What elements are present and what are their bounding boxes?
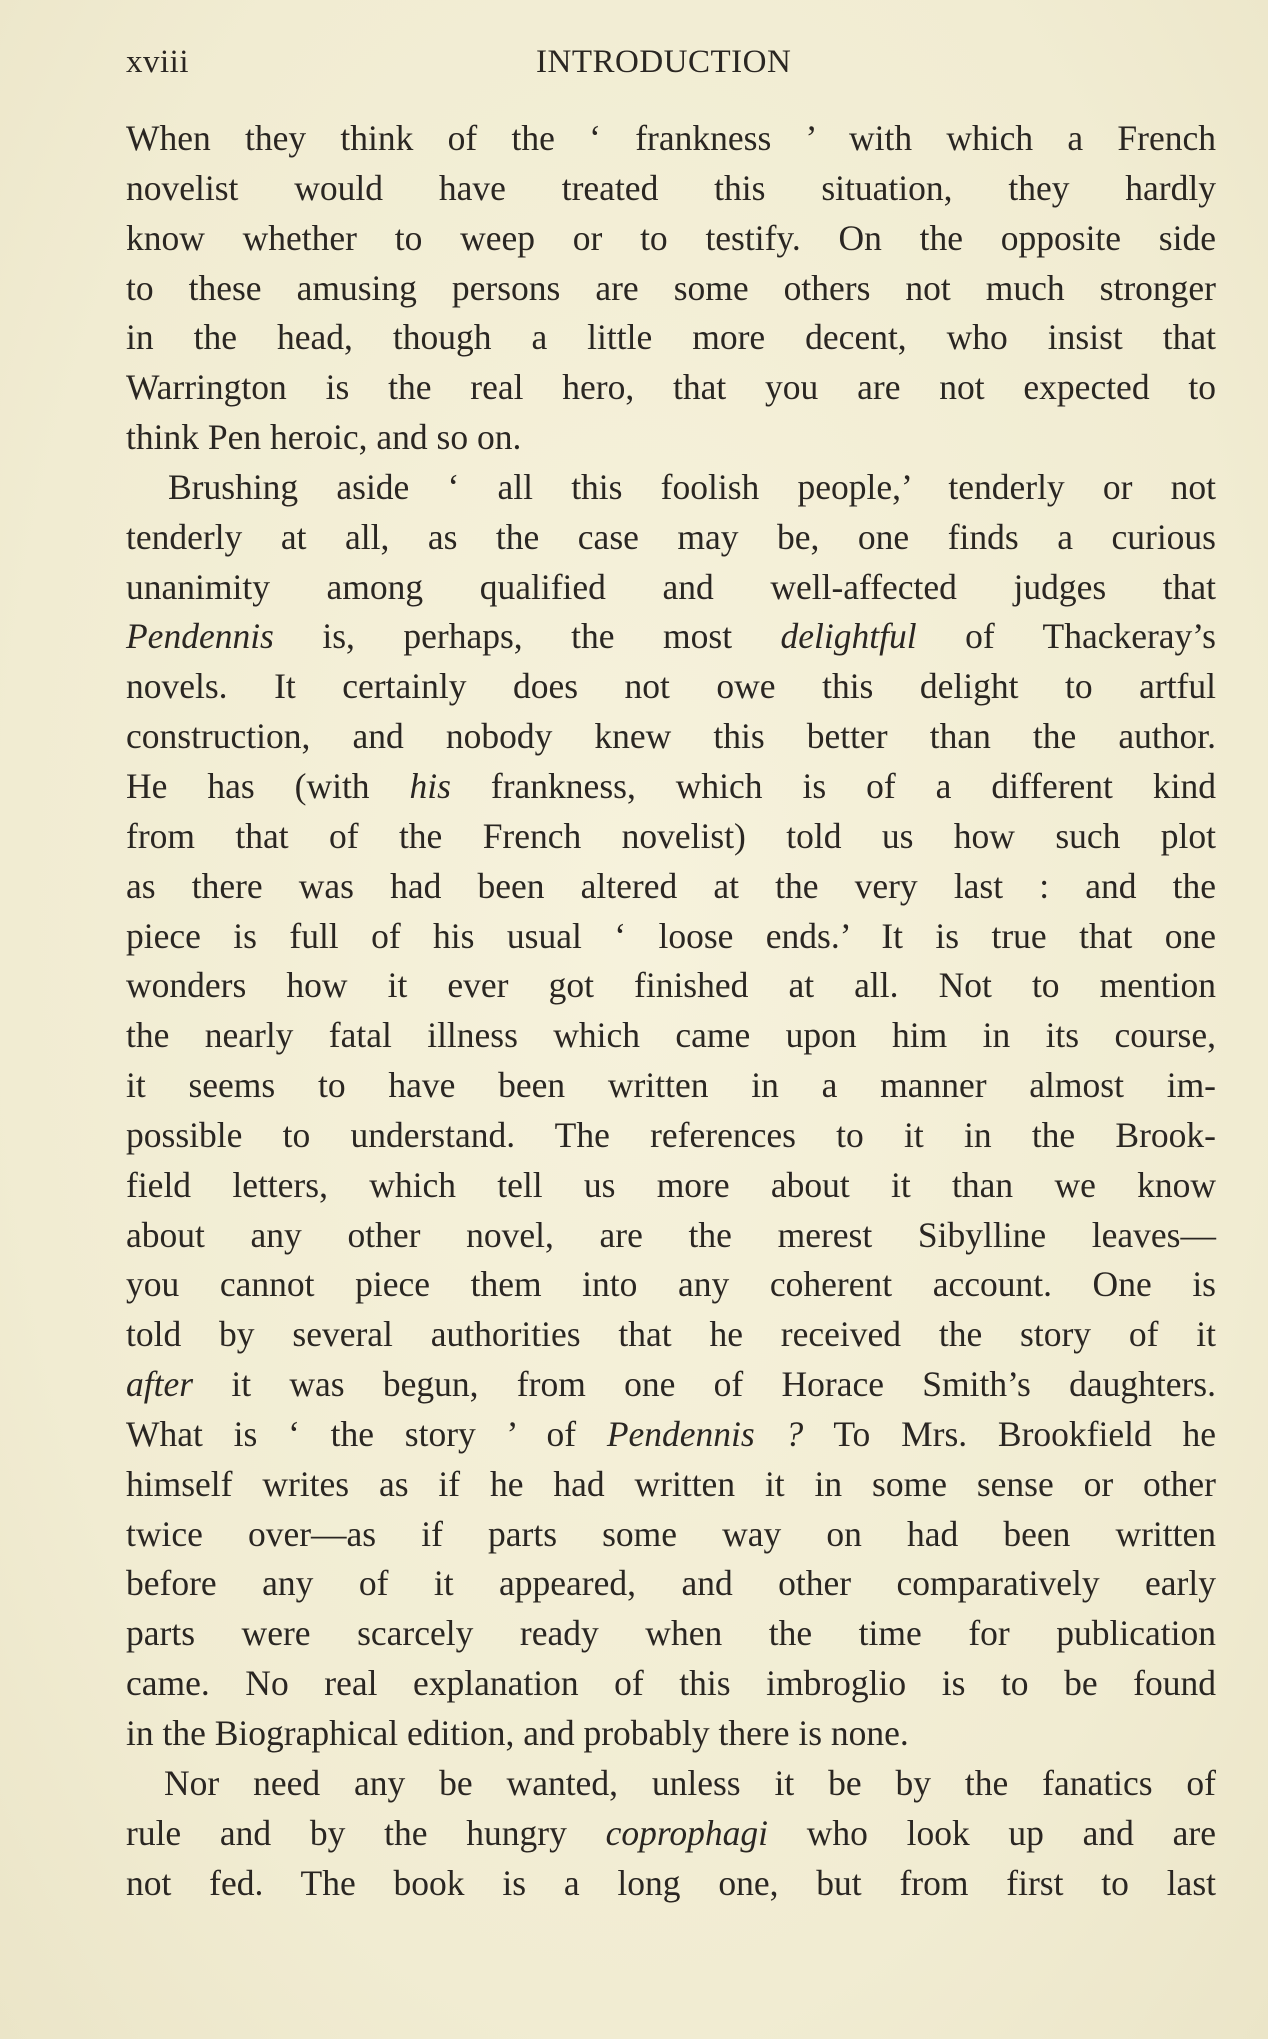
italic-text: coprophagi xyxy=(605,1812,768,1853)
text-line xyxy=(126,762,1216,812)
text-run: What is ‘ the story ’ of xyxy=(126,1413,607,1454)
text-line xyxy=(126,1460,1216,1510)
text-line xyxy=(126,264,1216,314)
text-line xyxy=(126,862,1216,912)
text-run: piece is full of his usual ‘ loose ends.’ It is true that one xyxy=(126,915,1216,956)
text-run: came. No real explanation of this imbroglio is to be found xyxy=(126,1663,1216,1704)
text-line xyxy=(126,164,1216,214)
italic-text: Pendennis xyxy=(126,616,274,657)
text-line xyxy=(126,513,1216,563)
text-line xyxy=(126,1310,1216,1360)
italic-text: delightful xyxy=(780,616,917,657)
text-line xyxy=(126,114,1216,164)
text-run: field letters, which tell us more about it than we know xyxy=(126,1164,1216,1205)
text-line xyxy=(126,1709,1216,1759)
text-line xyxy=(126,413,1216,463)
text-run: it was begun, from one of Horace Smith’s daughters. xyxy=(193,1364,1216,1405)
text-line xyxy=(126,961,1216,1011)
text-line xyxy=(126,1809,1216,1859)
text-line xyxy=(126,662,1216,712)
text-run: is, perhaps, the most xyxy=(273,616,781,657)
text-run: To Mrs. Brookfield he xyxy=(803,1413,1216,1454)
text-run: parts were scarcely ready when the time for publication xyxy=(126,1613,1216,1654)
text-run: who look up and are xyxy=(767,1812,1217,1853)
text-line xyxy=(126,1161,1216,1211)
text-run: of Thackeray’s xyxy=(916,616,1216,657)
text-run: in the Biographical edition, and probably there is none. xyxy=(126,1713,909,1753)
text-line xyxy=(126,1510,1216,1560)
text-line xyxy=(126,313,1216,363)
text-line xyxy=(126,1559,1216,1609)
text-run: told by several authorities that he received the story of it xyxy=(126,1314,1216,1355)
text-line xyxy=(126,1260,1216,1310)
text-line xyxy=(126,612,1216,662)
text-line xyxy=(126,712,1216,762)
text-run: about any other novel, are the merest Sibylline leaves— xyxy=(126,1214,1216,1255)
text-run: rule and by the hungry xyxy=(126,1812,606,1853)
text-run: wonders how it ever got finished at all. Not to mention xyxy=(126,965,1216,1006)
text-line xyxy=(126,812,1216,862)
text-line xyxy=(126,1360,1216,1410)
text-run: know whether to weep or to testify. On the opposite side xyxy=(126,217,1216,258)
text-run: think Pen heroic, and so on. xyxy=(126,417,522,458)
text-line xyxy=(126,1859,1216,1909)
page-number: xviii xyxy=(126,44,190,80)
text-run: Nor need any be wanted, unless it be by the fanatics of xyxy=(164,1762,1216,1803)
text-line xyxy=(126,1410,1216,1460)
text-run: from that of the French novelist) told us how such plot xyxy=(126,815,1216,856)
text-line xyxy=(126,563,1216,613)
text-run: not fed. The book is a long one, but from first to last xyxy=(126,1862,1216,1903)
text-run: novels. It certainly does not owe this delight to artful xyxy=(126,666,1216,707)
text-run: it seems to have been written in a manner almost im- xyxy=(126,1065,1216,1106)
text-run: construction, and nobody knew this better than the author. xyxy=(126,716,1216,757)
text-run: frankness, which is of a different kind xyxy=(450,765,1216,806)
text-run: to these amusing persons are some others not much stronger xyxy=(126,267,1216,308)
text-run: before any of it appeared, and other comparatively early xyxy=(126,1563,1216,1604)
text-line xyxy=(126,912,1216,962)
text-run: unanimity among qualified and well-affected judges that xyxy=(126,566,1216,607)
text-run: possible to understand. The references to it in the Brook- xyxy=(126,1114,1216,1155)
text-run: tenderly at all, as the case may be, one finds a curious xyxy=(126,516,1216,557)
text-line xyxy=(126,363,1216,413)
text-run: the nearly fatal illness which came upon him in its course, xyxy=(126,1015,1216,1056)
text-run: you cannot piece them into any coherent account. One is xyxy=(126,1264,1216,1305)
italic-text: his xyxy=(409,765,451,806)
text-run: Brushing aside ‘ all this foolish people,’ tenderly or not xyxy=(168,466,1216,507)
running-head xyxy=(126,44,1216,94)
body-text xyxy=(126,114,1216,1908)
text-run: Warrington is the real hero, that you are not expected to xyxy=(126,367,1216,408)
text-line xyxy=(126,1759,1216,1809)
text-run: novelist would have treated this situation, they hardly xyxy=(126,167,1216,208)
text-run: himself writes as if he had written it in some sense or other xyxy=(126,1463,1216,1504)
text-line xyxy=(126,1111,1216,1161)
text-line xyxy=(126,463,1216,513)
italic-text: Pendennis ? xyxy=(606,1413,804,1454)
text-line xyxy=(126,1609,1216,1659)
text-run: When they think of the ‘ frankness ’ with which a French xyxy=(126,118,1216,158)
running-title: INTRODUCTION xyxy=(536,44,792,80)
text-line xyxy=(126,1211,1216,1261)
text-line xyxy=(126,214,1216,264)
text-line xyxy=(126,1011,1216,1061)
text-line xyxy=(126,1659,1216,1709)
text-run: He has (with xyxy=(126,765,410,806)
italic-text: after xyxy=(126,1364,194,1405)
text-line xyxy=(126,1061,1216,1111)
text-run: in the head, though a little more decent, who insist that xyxy=(126,317,1216,358)
text-run: as there was had been altered at the very last : and the xyxy=(126,865,1216,906)
text-run: twice over—as if parts some way on had been written xyxy=(126,1513,1216,1554)
